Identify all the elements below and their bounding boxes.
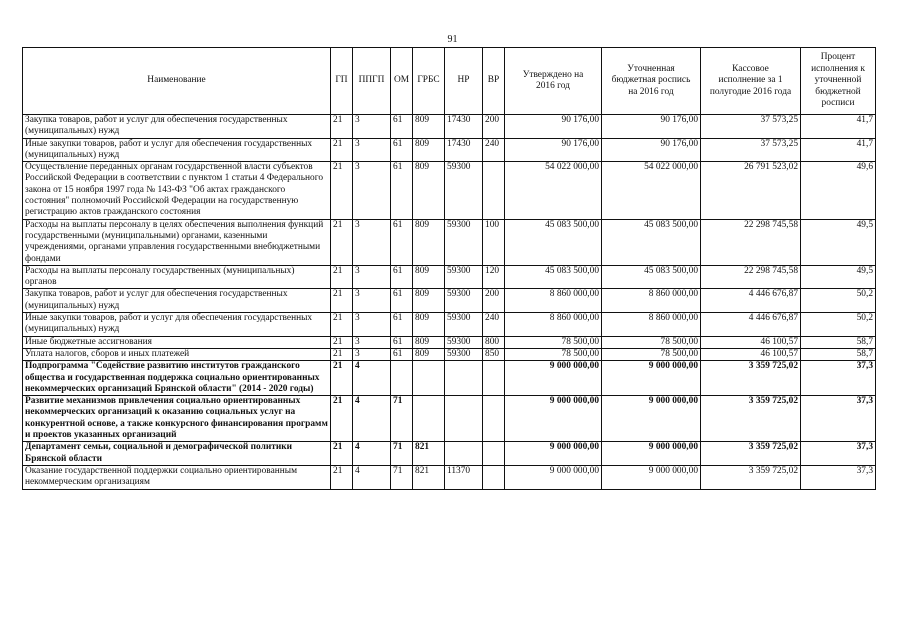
cell-cash: 3 359 725,02 bbox=[701, 465, 801, 489]
cell-om: 61 bbox=[391, 289, 413, 313]
cell-ppgp: 4 bbox=[353, 442, 391, 466]
header-cash: Кассовое исполнение за 1 полугодие 2016 года bbox=[701, 48, 801, 115]
cell-percent: 49,6 bbox=[801, 162, 876, 219]
cell-om: 61 bbox=[391, 348, 413, 360]
table-row bbox=[23, 348, 876, 360]
cell-vr: 200 bbox=[483, 115, 505, 139]
cell-name: Осуществление переданных органам государственной власти субъектов Российской Федерации в соответствии с пунктом 1 статьи 4 Федерального закона от 15 ноября 1997 года № 143-ФЗ "Об актах гражданского состояния" полномочий Российской Федерации на государственную регистрацию актов гражданского состояния bbox=[23, 162, 331, 219]
cell-ppgp: 3 bbox=[353, 265, 391, 289]
cell-cash: 22 298 745,58 bbox=[701, 219, 801, 265]
table-row bbox=[23, 465, 876, 489]
cell-name: Расходы на выплаты персоналу государственных (муниципальных) органов bbox=[23, 265, 331, 289]
cell-cash: 37 573,25 bbox=[701, 115, 801, 139]
cell-percent: 49,5 bbox=[801, 265, 876, 289]
cell-ppgp: 3 bbox=[353, 162, 391, 219]
header-grbs: ГРБС bbox=[413, 48, 445, 115]
cell-name: Департамент семьи, социальной и демографической политики Брянской области bbox=[23, 442, 331, 466]
header-refined: Уточненная бюджетная роспись на 2016 год bbox=[602, 48, 701, 115]
header-gp: ГП bbox=[331, 48, 353, 115]
cell-approved: 54 022 000,00 bbox=[505, 162, 602, 219]
cell-refined: 9 000 000,00 bbox=[602, 396, 701, 442]
page-number: 91 bbox=[447, 34, 458, 45]
cell-approved: 9 000 000,00 bbox=[505, 361, 602, 396]
cell-percent: 37,3 bbox=[801, 442, 876, 466]
cell-vr: 240 bbox=[483, 138, 505, 162]
cell-om: 61 bbox=[391, 313, 413, 337]
cell-name: Оказание государственной поддержки социально ориентированным некоммерческим организациям bbox=[23, 465, 331, 489]
cell-ppgp: 4 bbox=[353, 361, 391, 396]
cell-name: Подпрограмма "Содействие развитию институтов гражданского общества и государственная поддержка социально ориентированных некоммерческих организаций Брянской области" (2014 - 2020 годы) bbox=[23, 361, 331, 396]
cell-name: Иные закупки товаров, работ и услуг для обеспечения государственных (муниципальных) нужд bbox=[23, 138, 331, 162]
cell-approved: 9 000 000,00 bbox=[505, 442, 602, 466]
header-ppgp: ППГП bbox=[353, 48, 391, 115]
cell-om: 61 bbox=[391, 115, 413, 139]
table-row bbox=[23, 115, 876, 139]
cell-ppgp: 3 bbox=[353, 219, 391, 265]
header-np: НР bbox=[445, 48, 483, 115]
cell-name: Закупка товаров, работ и услуг для обеспечения государственных (муниципальных) нужд bbox=[23, 289, 331, 313]
cell-grbs: 809 bbox=[413, 115, 445, 139]
cell-name: Иные закупки товаров, работ и услуг для обеспечения государственных (муниципальных) нужд bbox=[23, 313, 331, 337]
cell-vr bbox=[483, 442, 505, 466]
cell-om: 61 bbox=[391, 265, 413, 289]
cell-om: 71 bbox=[391, 396, 413, 442]
cell-om: 61 bbox=[391, 162, 413, 219]
cell-cash: 22 298 745,58 bbox=[701, 265, 801, 289]
budget-table bbox=[22, 47, 876, 490]
cell-gp: 21 bbox=[331, 348, 353, 360]
cell-refined: 78 500,00 bbox=[602, 336, 701, 348]
cell-approved: 9 000 000,00 bbox=[505, 396, 602, 442]
cell-np: 59300 bbox=[445, 348, 483, 360]
cell-gp: 21 bbox=[331, 361, 353, 396]
cell-grbs: 809 bbox=[413, 289, 445, 313]
cell-grbs: 809 bbox=[413, 336, 445, 348]
cell-ppgp: 3 bbox=[353, 115, 391, 139]
cell-grbs: 821 bbox=[413, 442, 445, 466]
cell-om: 71 bbox=[391, 465, 413, 489]
cell-np: 59300 bbox=[445, 289, 483, 313]
cell-refined: 78 500,00 bbox=[602, 348, 701, 360]
cell-refined: 54 022 000,00 bbox=[602, 162, 701, 219]
cell-cash: 26 791 523,02 bbox=[701, 162, 801, 219]
cell-approved: 45 083 500,00 bbox=[505, 265, 602, 289]
cell-name: Развитие механизмов привлечения социально ориентированных некоммерческих организаций к оказанию социальных услуг на конкурентной основе, а также конкурсного финансирования программ и проектов указанных организаций bbox=[23, 396, 331, 442]
cell-vr bbox=[483, 465, 505, 489]
cell-percent: 58,7 bbox=[801, 336, 876, 348]
cell-vr bbox=[483, 361, 505, 396]
cell-percent: 37,3 bbox=[801, 465, 876, 489]
cell-vr: 850 bbox=[483, 348, 505, 360]
cell-ppgp: 4 bbox=[353, 465, 391, 489]
table-row bbox=[23, 336, 876, 348]
cell-om: 71 bbox=[391, 442, 413, 466]
table-row bbox=[23, 138, 876, 162]
cell-ppgp: 3 bbox=[353, 289, 391, 313]
cell-np: 59300 bbox=[445, 336, 483, 348]
cell-grbs: 809 bbox=[413, 265, 445, 289]
cell-approved: 78 500,00 bbox=[505, 348, 602, 360]
cell-np: 11370 bbox=[445, 465, 483, 489]
cell-gp: 21 bbox=[331, 442, 353, 466]
cell-ppgp: 3 bbox=[353, 348, 391, 360]
cell-gp: 21 bbox=[331, 162, 353, 219]
cell-np bbox=[445, 396, 483, 442]
table-row bbox=[23, 265, 876, 289]
cell-np bbox=[445, 442, 483, 466]
cell-approved: 9 000 000,00 bbox=[505, 465, 602, 489]
cell-refined: 45 083 500,00 bbox=[602, 219, 701, 265]
cell-approved: 8 860 000,00 bbox=[505, 313, 602, 337]
cell-ppgp: 4 bbox=[353, 396, 391, 442]
cell-grbs bbox=[413, 396, 445, 442]
cell-grbs: 809 bbox=[413, 162, 445, 219]
cell-np: 59300 bbox=[445, 219, 483, 265]
cell-percent: 50,2 bbox=[801, 289, 876, 313]
cell-name: Иные бюджетные ассигнования bbox=[23, 336, 331, 348]
cell-refined: 90 176,00 bbox=[602, 115, 701, 139]
cell-ppgp: 3 bbox=[353, 138, 391, 162]
cell-vr: 240 bbox=[483, 313, 505, 337]
cell-percent: 41,7 bbox=[801, 115, 876, 139]
cell-gp: 21 bbox=[331, 313, 353, 337]
header-name: Наименование bbox=[23, 48, 331, 115]
cell-gp: 21 bbox=[331, 265, 353, 289]
cell-vr bbox=[483, 162, 505, 219]
cell-name: Закупка товаров, работ и услуг для обеспечения государственных (муниципальных) нужд bbox=[23, 115, 331, 139]
table-row bbox=[23, 219, 876, 265]
cell-om bbox=[391, 361, 413, 396]
cell-percent: 41,7 bbox=[801, 138, 876, 162]
cell-vr: 100 bbox=[483, 219, 505, 265]
table-row bbox=[23, 313, 876, 337]
cell-np: 59300 bbox=[445, 162, 483, 219]
cell-om: 61 bbox=[391, 219, 413, 265]
table-row bbox=[23, 162, 876, 219]
cell-name: Расходы на выплаты персоналу в целях обеспечения выполнения функций государственными (муниципальными) органами, казенными учреждениями, органами управления государственными внебюджетными фондами bbox=[23, 219, 331, 265]
cell-vr: 800 bbox=[483, 336, 505, 348]
cell-vr: 200 bbox=[483, 289, 505, 313]
cell-np: 59300 bbox=[445, 313, 483, 337]
cell-percent: 37,3 bbox=[801, 396, 876, 442]
cell-cash: 3 359 725,02 bbox=[701, 442, 801, 466]
cell-approved: 78 500,00 bbox=[505, 336, 602, 348]
cell-refined: 9 000 000,00 bbox=[602, 442, 701, 466]
cell-np: 59300 bbox=[445, 265, 483, 289]
cell-grbs: 809 bbox=[413, 313, 445, 337]
cell-grbs: 821 bbox=[413, 465, 445, 489]
table-row bbox=[23, 289, 876, 313]
cell-gp: 21 bbox=[331, 396, 353, 442]
cell-grbs: 809 bbox=[413, 348, 445, 360]
cell-grbs: 809 bbox=[413, 219, 445, 265]
cell-grbs bbox=[413, 361, 445, 396]
cell-name: Уплата налогов, сборов и иных платежей bbox=[23, 348, 331, 360]
cell-refined: 90 176,00 bbox=[602, 138, 701, 162]
cell-cash: 3 359 725,02 bbox=[701, 396, 801, 442]
cell-cash: 4 446 676,87 bbox=[701, 313, 801, 337]
cell-refined: 8 860 000,00 bbox=[602, 289, 701, 313]
cell-gp: 21 bbox=[331, 289, 353, 313]
cell-ppgp: 3 bbox=[353, 313, 391, 337]
cell-approved: 45 083 500,00 bbox=[505, 219, 602, 265]
table-row bbox=[23, 361, 876, 396]
cell-vr bbox=[483, 396, 505, 442]
cell-cash: 3 359 725,02 bbox=[701, 361, 801, 396]
cell-gp: 21 bbox=[331, 336, 353, 348]
cell-np bbox=[445, 361, 483, 396]
cell-gp: 21 bbox=[331, 138, 353, 162]
table-header-row bbox=[23, 48, 876, 115]
cell-refined: 9 000 000,00 bbox=[602, 465, 701, 489]
cell-percent: 50,2 bbox=[801, 313, 876, 337]
cell-np: 17430 bbox=[445, 115, 483, 139]
header-om: ОМ bbox=[391, 48, 413, 115]
cell-cash: 46 100,57 bbox=[701, 348, 801, 360]
cell-gp: 21 bbox=[331, 465, 353, 489]
table-row bbox=[23, 442, 876, 466]
header-approved: Утверждено на 2016 год bbox=[505, 48, 602, 115]
cell-approved: 90 176,00 bbox=[505, 115, 602, 139]
cell-np: 17430 bbox=[445, 138, 483, 162]
cell-om: 61 bbox=[391, 138, 413, 162]
cell-cash: 46 100,57 bbox=[701, 336, 801, 348]
cell-refined: 45 083 500,00 bbox=[602, 265, 701, 289]
cell-approved: 90 176,00 bbox=[505, 138, 602, 162]
cell-gp: 21 bbox=[331, 219, 353, 265]
cell-cash: 37 573,25 bbox=[701, 138, 801, 162]
cell-gp: 21 bbox=[331, 115, 353, 139]
cell-cash: 4 446 676,87 bbox=[701, 289, 801, 313]
header-vr: ВР bbox=[483, 48, 505, 115]
cell-om: 61 bbox=[391, 336, 413, 348]
table-row bbox=[23, 396, 876, 442]
cell-percent: 58,7 bbox=[801, 348, 876, 360]
cell-vr: 120 bbox=[483, 265, 505, 289]
cell-approved: 8 860 000,00 bbox=[505, 289, 602, 313]
header-percent: Процент исполнения к уточненной бюджетной росписи bbox=[801, 48, 876, 115]
cell-ppgp: 3 bbox=[353, 336, 391, 348]
cell-refined: 9 000 000,00 bbox=[602, 361, 701, 396]
cell-percent: 37,3 bbox=[801, 361, 876, 396]
cell-percent: 49,5 bbox=[801, 219, 876, 265]
cell-grbs: 809 bbox=[413, 138, 445, 162]
cell-refined: 8 860 000,00 bbox=[602, 313, 701, 337]
